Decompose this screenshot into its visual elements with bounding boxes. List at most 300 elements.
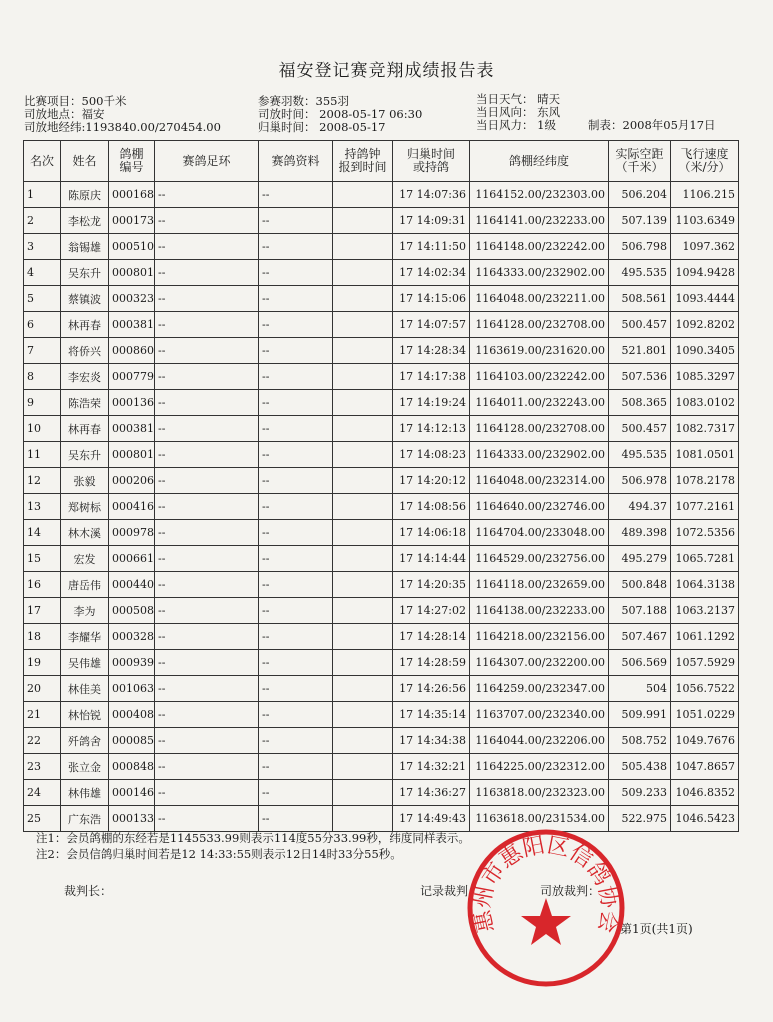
- note-1: 注1：会员鸽棚的东经若是1145533.99则表示114度55分33.99秒，纬度同样表示。: [36, 831, 470, 845]
- info-cell: --: [259, 234, 333, 260]
- loft-id-cell: 000848: [109, 754, 155, 780]
- table-row: [24, 676, 739, 702]
- info-cell: --: [259, 442, 333, 468]
- loft-id-cell: 000206: [109, 468, 155, 494]
- speed-cell: 1083.0102: [671, 390, 739, 416]
- name-cell: 林再春: [61, 312, 109, 338]
- loft-id-cell: 000146: [109, 780, 155, 806]
- name-cell: 吴东升: [61, 442, 109, 468]
- report-title: 福安登记赛竞翔成绩报告表: [278, 61, 495, 81]
- info-cell: --: [259, 182, 333, 208]
- column-header-line: 姓名: [72, 153, 97, 168]
- info-cell: --: [259, 546, 333, 572]
- ring-cell: --: [155, 312, 259, 338]
- speed-cell: 1057.5929: [671, 650, 739, 676]
- column-header-line: 编号: [119, 160, 144, 174]
- speed-cell: 1064.3138: [671, 572, 739, 598]
- info-cell: --: [259, 676, 333, 702]
- column-header: [393, 141, 470, 182]
- ring-cell: --: [155, 208, 259, 234]
- arrival-time-cell: 17 14:06:18: [393, 520, 470, 546]
- info-cell: --: [259, 728, 333, 754]
- rank-cell: 17: [24, 598, 61, 624]
- pigeon-count-field: 参赛羽数：355羽: [258, 94, 349, 108]
- arrival-time-cell: 17 14:08:23: [393, 442, 470, 468]
- distance-cell: 506.569: [609, 650, 671, 676]
- clock-cell: [333, 806, 393, 832]
- distance-cell: 509.991: [609, 702, 671, 728]
- notes: [36, 830, 470, 862]
- info-cell: --: [259, 312, 333, 338]
- speed-cell: 1094.9428: [671, 260, 739, 286]
- event-field: 比赛项目：500千米: [24, 94, 127, 108]
- column-header-line: 飞行速度: [680, 147, 729, 161]
- distance-cell: 509.233: [609, 780, 671, 806]
- clock-cell: [333, 754, 393, 780]
- coords-cell: 1164011.00/232243.00: [470, 390, 609, 416]
- column-header: [259, 141, 333, 182]
- made-date: 制表：2008年05月17日: [588, 118, 716, 132]
- coords-cell: 1164529.00/232756.00: [470, 546, 609, 572]
- official-seal: [464, 826, 628, 990]
- coords-cell: 1163618.00/231534.00: [470, 806, 609, 832]
- distance-cell: 507.467: [609, 624, 671, 650]
- column-header: [470, 141, 609, 182]
- rank-cell: 21: [24, 702, 61, 728]
- info-block-right: [476, 93, 560, 132]
- coords-cell: 1164141.00/232233.00: [470, 208, 609, 234]
- clock-cell: [333, 676, 393, 702]
- ring-cell: --: [155, 390, 259, 416]
- name-cell: 李松龙: [61, 208, 109, 234]
- clock-cell: [333, 780, 393, 806]
- ring-cell: --: [155, 754, 259, 780]
- coords-cell: 1164138.00/232233.00: [470, 598, 609, 624]
- table-row: [24, 468, 739, 494]
- arrival-time-cell: 17 14:11:50: [393, 234, 470, 260]
- loft-id-cell: 000860: [109, 338, 155, 364]
- speed-cell: 1097.362: [671, 234, 739, 260]
- recorder-label: 记录裁判：: [420, 884, 481, 898]
- ring-cell: --: [155, 780, 259, 806]
- rank-cell: 11: [24, 442, 61, 468]
- name-cell: 李为: [61, 598, 109, 624]
- rank-cell: 13: [24, 494, 61, 520]
- clock-cell: [333, 208, 393, 234]
- loft-id-cell: 000661: [109, 546, 155, 572]
- info-block-left: [24, 95, 221, 134]
- ring-cell: --: [155, 494, 259, 520]
- speed-cell: 1061.1292: [671, 624, 739, 650]
- table-row: [24, 234, 739, 260]
- clock-cell: [333, 546, 393, 572]
- arrival-time-cell: 17 14:28:59: [393, 650, 470, 676]
- distance-cell: 508.365: [609, 390, 671, 416]
- rank-cell: 9: [24, 390, 61, 416]
- clock-cell: [333, 416, 393, 442]
- speed-cell: 1065.7281: [671, 546, 739, 572]
- speed-cell: 1090.3405: [671, 338, 739, 364]
- page-number: 第1页(共1页): [620, 922, 693, 936]
- arrival-time-cell: 17 14:28:34: [393, 338, 470, 364]
- column-header: [333, 141, 393, 182]
- coords-cell: 1164640.00/232746.00: [470, 494, 609, 520]
- loft-id-cell: 000408: [109, 702, 155, 728]
- clock-cell: [333, 520, 393, 546]
- release-time-field: 司放时间： 2008-05-17 06:30: [258, 107, 423, 121]
- loft-id-cell: 000440: [109, 572, 155, 598]
- name-cell: 吴东升: [61, 260, 109, 286]
- arrival-time-cell: 17 14:08:56: [393, 494, 470, 520]
- clock-cell: [333, 468, 393, 494]
- info-cell: --: [259, 702, 333, 728]
- name-cell: 蔡镇波: [61, 286, 109, 312]
- coords-cell: 1164333.00/232902.00: [470, 442, 609, 468]
- ring-cell: --: [155, 702, 259, 728]
- clock-cell: [333, 624, 393, 650]
- clock-cell: [333, 598, 393, 624]
- table-row: [24, 520, 739, 546]
- loft-id-cell: 000381: [109, 312, 155, 338]
- column-header: [671, 141, 739, 182]
- table-row: [24, 208, 739, 234]
- coords-cell: 1164259.00/232347.00: [470, 676, 609, 702]
- ring-cell: --: [155, 806, 259, 832]
- distance-cell: 506.798: [609, 234, 671, 260]
- arrival-time-cell: 17 14:49:43: [393, 806, 470, 832]
- rank-cell: 5: [24, 286, 61, 312]
- rank-cell: 18: [24, 624, 61, 650]
- arrival-time-cell: 17 14:17:38: [393, 364, 470, 390]
- loft-id-cell: 001063: [109, 676, 155, 702]
- rank-cell: 20: [24, 676, 61, 702]
- name-cell: 李耀华: [61, 624, 109, 650]
- table-row: [24, 650, 739, 676]
- info-cell: --: [259, 468, 333, 494]
- distance-cell: 500.457: [609, 416, 671, 442]
- table-row: [24, 572, 739, 598]
- column-header-line: 报到时间: [338, 160, 387, 174]
- table-row: [24, 338, 739, 364]
- table-row: [24, 364, 739, 390]
- ring-cell: --: [155, 364, 259, 390]
- distance-cell: 505.438: [609, 754, 671, 780]
- rank-cell: 16: [24, 572, 61, 598]
- loft-id-cell: 000939: [109, 650, 155, 676]
- rank-cell: 24: [24, 780, 61, 806]
- rank-cell: 22: [24, 728, 61, 754]
- coords-cell: 1163707.00/232340.00: [470, 702, 609, 728]
- name-cell: 歼鸽舍: [61, 728, 109, 754]
- coords-cell: 1164128.00/232708.00: [470, 312, 609, 338]
- speed-cell: 1063.2137: [671, 598, 739, 624]
- column-header-line: 实际空距: [615, 147, 664, 161]
- table-row: [24, 312, 739, 338]
- name-cell: 林伟雄: [61, 780, 109, 806]
- ring-cell: --: [155, 338, 259, 364]
- coords-cell: 1163619.00/231620.00: [470, 338, 609, 364]
- info-cell: --: [259, 572, 333, 598]
- loft-id-cell: 000779: [109, 364, 155, 390]
- table-row: [24, 598, 739, 624]
- seal-star-icon: [521, 898, 571, 945]
- clock-cell: [333, 494, 393, 520]
- column-header-line: 鸽棚经纬度: [508, 153, 569, 168]
- distance-cell: 507.139: [609, 208, 671, 234]
- rank-cell: 3: [24, 234, 61, 260]
- arrival-time-cell: 17 14:35:14: [393, 702, 470, 728]
- wind-force-field: 当日风力： 1级: [476, 118, 556, 132]
- weather-field: 当日天气： 晴天: [476, 92, 561, 106]
- loft-id-cell: 000801: [109, 442, 155, 468]
- ring-cell: --: [155, 728, 259, 754]
- loft-id-cell: 000168: [109, 182, 155, 208]
- name-cell: 宏发: [61, 546, 109, 572]
- info-cell: --: [259, 806, 333, 832]
- table-row: [24, 546, 739, 572]
- rank-cell: 23: [24, 754, 61, 780]
- coords-cell: 1164307.00/232200.00: [470, 650, 609, 676]
- speed-cell: 1078.2178: [671, 468, 739, 494]
- name-cell: 陈浩荣: [61, 390, 109, 416]
- ring-cell: --: [155, 546, 259, 572]
- column-header: [609, 141, 671, 182]
- distance-cell: 500.848: [609, 572, 671, 598]
- ring-cell: --: [155, 650, 259, 676]
- speed-cell: 1106.215: [671, 182, 739, 208]
- clock-cell: [333, 286, 393, 312]
- clock-cell: [333, 702, 393, 728]
- info-cell: --: [259, 780, 333, 806]
- info-cell: --: [259, 650, 333, 676]
- loft-id-cell: 000978: [109, 520, 155, 546]
- clock-cell: [333, 442, 393, 468]
- ring-cell: --: [155, 416, 259, 442]
- distance-cell: 495.279: [609, 546, 671, 572]
- ring-cell: --: [155, 234, 259, 260]
- column-header-line: （米/分）: [678, 160, 731, 174]
- name-cell: 陈原庆: [61, 182, 109, 208]
- info-cell: --: [259, 754, 333, 780]
- loft-id-cell: 000085: [109, 728, 155, 754]
- info-cell: --: [259, 208, 333, 234]
- ring-cell: --: [155, 572, 259, 598]
- distance-cell: 494.37: [609, 494, 671, 520]
- rank-cell: 19: [24, 650, 61, 676]
- dispatcher-label: 司放裁判：: [540, 884, 601, 898]
- clock-cell: [333, 312, 393, 338]
- speed-cell: 1092.8202: [671, 312, 739, 338]
- arrival-time-cell: 17 14:14:44: [393, 546, 470, 572]
- arrival-time-cell: 17 14:20:35: [393, 572, 470, 598]
- arrival-time-cell: 17 14:07:36: [393, 182, 470, 208]
- speed-cell: 1081.0501: [671, 442, 739, 468]
- release-place-field: 司放地点：福安: [24, 107, 105, 121]
- coords-cell: 1164225.00/232312.00: [470, 754, 609, 780]
- name-cell: 唐岳伟: [61, 572, 109, 598]
- header-row: [24, 141, 739, 182]
- coords-cell: 1164333.00/232902.00: [470, 260, 609, 286]
- table-row: [24, 754, 739, 780]
- loft-id-cell: 000133: [109, 806, 155, 832]
- distance-cell: 521.801: [609, 338, 671, 364]
- ring-cell: --: [155, 468, 259, 494]
- coords-cell: 1164704.00/233048.00: [470, 520, 609, 546]
- table-row: [24, 182, 739, 208]
- rank-cell: 8: [24, 364, 61, 390]
- rank-cell: 1: [24, 182, 61, 208]
- info-cell: --: [259, 520, 333, 546]
- table-row: [24, 286, 739, 312]
- distance-cell: 500.457: [609, 312, 671, 338]
- info-cell: --: [259, 598, 333, 624]
- ring-cell: --: [155, 676, 259, 702]
- coords-cell: 1164118.00/232659.00: [470, 572, 609, 598]
- ring-cell: --: [155, 598, 259, 624]
- distance-cell: 508.561: [609, 286, 671, 312]
- info-cell: --: [259, 260, 333, 286]
- rank-cell: 10: [24, 416, 61, 442]
- release-coords-field: 司放地经纬:1193840.00/270454.00: [24, 120, 221, 134]
- loft-id-cell: 000328: [109, 624, 155, 650]
- loft-id-cell: 000508: [109, 598, 155, 624]
- speed-cell: 1077.2161: [671, 494, 739, 520]
- results-table: [23, 140, 739, 832]
- loft-id-cell: 000381: [109, 416, 155, 442]
- rank-cell: 12: [24, 468, 61, 494]
- info-cell: --: [259, 364, 333, 390]
- coords-cell: 1164048.00/232314.00: [470, 468, 609, 494]
- rank-cell: 15: [24, 546, 61, 572]
- speed-cell: 1046.8352: [671, 780, 739, 806]
- name-cell: 郑树标: [61, 494, 109, 520]
- column-header: [24, 141, 61, 182]
- table-body: [24, 182, 739, 832]
- arrival-time-cell: 17 14:36:27: [393, 780, 470, 806]
- coords-cell: 1164044.00/232206.00: [470, 728, 609, 754]
- coords-cell: 1164103.00/232242.00: [470, 364, 609, 390]
- loft-id-cell: 000323: [109, 286, 155, 312]
- loft-id-cell: 000173: [109, 208, 155, 234]
- seal-text: 惠州市惠阳区信鸽协会: [470, 833, 622, 935]
- info-cell: --: [259, 494, 333, 520]
- coords-cell: 1164148.00/232242.00: [470, 234, 609, 260]
- table-row: [24, 416, 739, 442]
- coords-cell: 1163818.00/232323.00: [470, 780, 609, 806]
- arrival-time-cell: 17 14:02:34: [393, 260, 470, 286]
- rank-cell: 14: [24, 520, 61, 546]
- rank-cell: 7: [24, 338, 61, 364]
- clock-cell: [333, 572, 393, 598]
- info-block-middle: [258, 95, 422, 134]
- speed-cell: 1093.4444: [671, 286, 739, 312]
- arrival-time-cell: 17 14:34:38: [393, 728, 470, 754]
- column-header-line: （千米）: [615, 160, 664, 174]
- distance-cell: 506.204: [609, 182, 671, 208]
- column-header: [61, 141, 109, 182]
- table-row: [24, 390, 739, 416]
- coords-cell: 1164152.00/232303.00: [470, 182, 609, 208]
- clock-cell: [333, 650, 393, 676]
- distance-cell: 495.535: [609, 442, 671, 468]
- column-header-line: 赛鸽足环: [182, 153, 231, 168]
- clock-cell: [333, 234, 393, 260]
- arrival-time-cell: 17 14:28:14: [393, 624, 470, 650]
- name-cell: 张毅: [61, 468, 109, 494]
- note-2: 注2：会员信鸽归巢时间若是12 14:33:55则表示12日14时33分55秒。: [36, 847, 402, 861]
- loft-id-cell: 000136: [109, 390, 155, 416]
- distance-cell: 507.536: [609, 364, 671, 390]
- table-row: [24, 702, 739, 728]
- table-row: [24, 260, 739, 286]
- column-header-line: 持鸽钟: [344, 147, 381, 161]
- loft-id-cell: 000801: [109, 260, 155, 286]
- info-cell: --: [259, 416, 333, 442]
- name-cell: 将侨兴: [61, 338, 109, 364]
- name-cell: 林木溪: [61, 520, 109, 546]
- arrival-time-cell: 17 14:09:31: [393, 208, 470, 234]
- column-header: [155, 141, 259, 182]
- ring-cell: --: [155, 624, 259, 650]
- name-cell: 李宏炎: [61, 364, 109, 390]
- ring-cell: --: [155, 182, 259, 208]
- rank-cell: 2: [24, 208, 61, 234]
- speed-cell: 1072.5356: [671, 520, 739, 546]
- coords-cell: 1164218.00/232156.00: [470, 624, 609, 650]
- wind-direction-field: 当日风向： 东风: [476, 105, 561, 119]
- rank-cell: 6: [24, 312, 61, 338]
- speed-cell: 1046.5423: [671, 806, 739, 832]
- rank-cell: 4: [24, 260, 61, 286]
- column-header-line: 名次: [29, 153, 54, 168]
- info-cell: --: [259, 624, 333, 650]
- name-cell: 林怡锐: [61, 702, 109, 728]
- name-cell: 翁锡雄: [61, 234, 109, 260]
- distance-cell: 495.535: [609, 260, 671, 286]
- column-header-line: 归巢时间: [406, 147, 455, 161]
- arrival-time-cell: 17 14:12:13: [393, 416, 470, 442]
- clock-cell: [333, 338, 393, 364]
- arrival-time-cell: 17 14:20:12: [393, 468, 470, 494]
- table-row: [24, 442, 739, 468]
- clock-cell: [333, 390, 393, 416]
- speed-cell: 1082.7317: [671, 416, 739, 442]
- speed-cell: 1047.8657: [671, 754, 739, 780]
- column-header-line: 赛鸽资料: [271, 153, 320, 168]
- info-cell: --: [259, 338, 333, 364]
- arrival-time-cell: 17 14:19:24: [393, 390, 470, 416]
- ring-cell: --: [155, 260, 259, 286]
- table-row: [24, 806, 739, 832]
- info-cell: --: [259, 390, 333, 416]
- clock-cell: [333, 364, 393, 390]
- table-row: [24, 728, 739, 754]
- ring-cell: --: [155, 442, 259, 468]
- name-cell: 张立金: [61, 754, 109, 780]
- table-row: [24, 780, 739, 806]
- arrival-time-cell: 17 14:32:21: [393, 754, 470, 780]
- speed-cell: 1051.0229: [671, 702, 739, 728]
- referee-label: 裁判长：: [64, 884, 113, 898]
- clock-cell: [333, 728, 393, 754]
- arrival-time-cell: 17 14:26:56: [393, 676, 470, 702]
- arrival-time-cell: 17 14:15:06: [393, 286, 470, 312]
- coords-cell: 1164128.00/232708.00: [470, 416, 609, 442]
- rank-cell: 25: [24, 806, 61, 832]
- loft-id-cell: 000510: [109, 234, 155, 260]
- column-header-line: 鸽棚: [119, 147, 144, 161]
- column-header-line: 或持鸽: [412, 160, 449, 174]
